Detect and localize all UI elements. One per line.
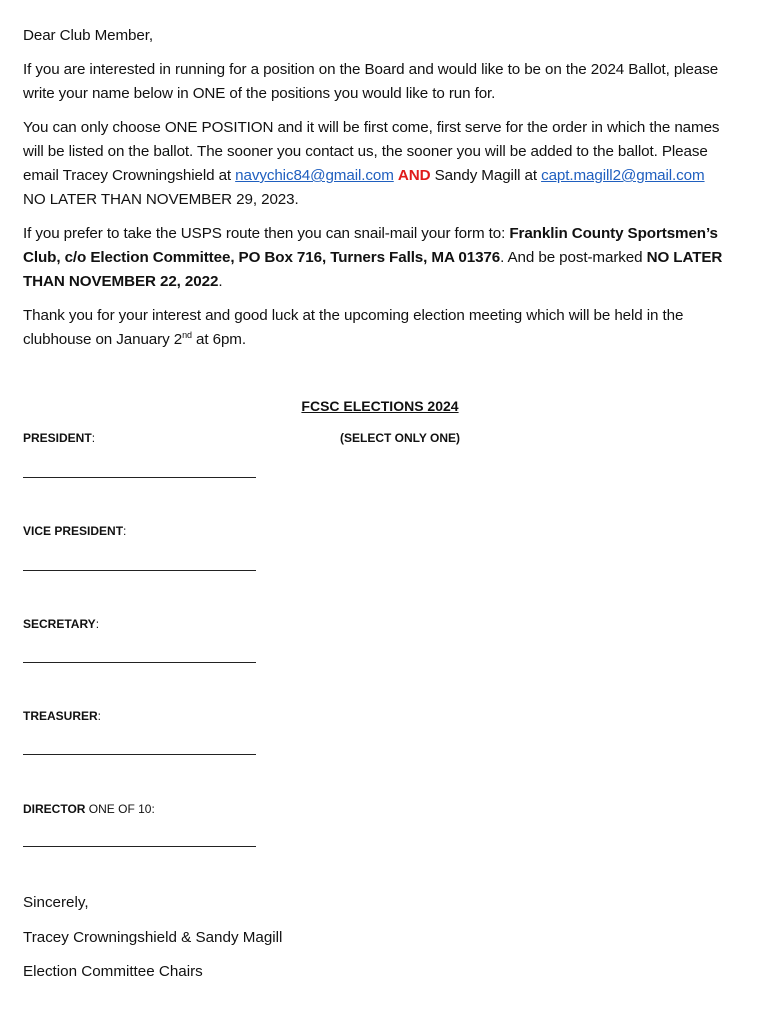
name-blank-director[interactable] [23,846,256,847]
mail-deadline: NO LATER THAN NOVEMBER 22, 2022 [23,249,723,290]
name-blank-secretary[interactable] [23,662,256,663]
sign-off: Sincerely, [23,894,89,911]
paragraph-intro: If you are interested in running for a position on the Board and would like to be on the 2024 Ballot, please write your name below in ONE of the positions you would like to run for. [23,61,719,102]
mail-address: Franklin County Sportsmen’s Club, c/o Election Committee, PO Box 716, Turners Falls, MA 01376 [23,225,718,266]
select-instruction: (SELECT ONLY ONE) [340,431,461,445]
date-suffix: nd [182,329,192,340]
thanks-text: Thank you for your interest and good luck at the upcoming election meeting which will be held in the clubhouse on January 2 [23,307,684,348]
email-link-tracey[interactable]: navychic84@gmail.com [235,167,394,184]
greeting: Dear Club Member, [23,27,153,44]
name-blank-vice-president[interactable] [23,570,256,571]
name-blank-president[interactable] [23,477,256,478]
mail-text-3: . [218,273,223,290]
position-treasurer: TREASURER: [23,709,102,723]
paragraph-thanks [23,304,753,352]
deadline-text: NO LATER THAN NOVEMBER 29, 2023. [23,191,299,208]
position-vice-president: VICE PRESIDENT: [23,524,127,538]
position-secretary: SECRETARY: [23,617,100,631]
mail-text: If you prefer to take the USPS route then you can snail-mail your form to: [23,225,510,242]
email-link-sandy[interactable]: capt.magill2@gmail.com [541,167,705,184]
instructions-text: You can only choose ONE POSITION and it will be first come, first serve for the order in which the names will be listed on the ballot. The sooner you contact us, the sooner you will be added to the ballot. Please email Tracey Crowningshield at [23,119,720,184]
mail-text-2: . And be post-marked [500,249,647,266]
and-emphasis: AND [397,167,431,184]
name-blank-treasurer[interactable] [23,754,256,755]
instructions-text-2: Sandy Magill at [430,167,542,184]
ballot-title: FCSC ELECTIONS 2024 [301,398,459,414]
signatory-names: Tracey Crowningshield & Sandy Magill [23,929,283,946]
position-president: PRESIDENT: [23,431,96,445]
paragraph-mail [23,222,723,294]
thanks-text-2: at 6pm. [191,331,246,348]
signatory-role: Election Committee Chairs [23,963,203,980]
paragraph-instructions [23,116,728,212]
position-director: DIRECTOR ONE OF 10: [23,802,155,816]
